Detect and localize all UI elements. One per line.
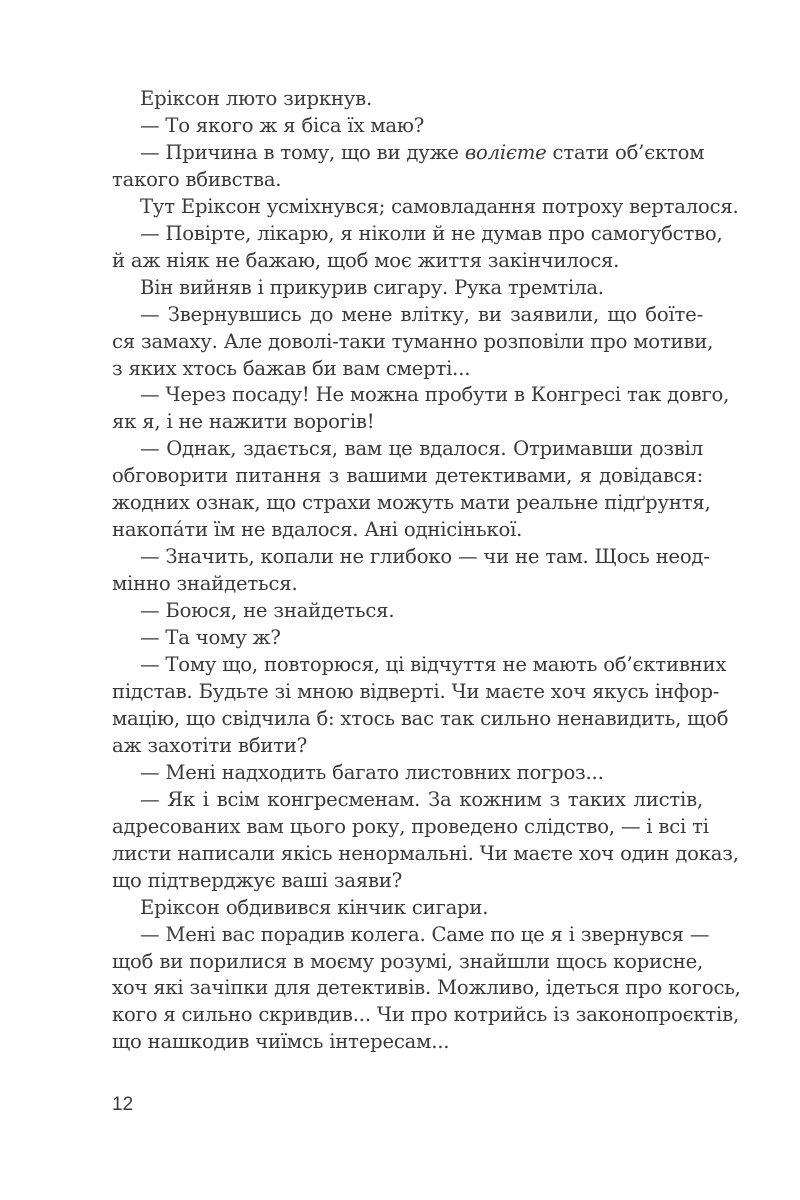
text-line [112, 895, 703, 922]
text-segment: Еріксон обдивився кінчик сигари. [140, 895, 489, 919]
paragraph [112, 140, 703, 194]
text-segment: накопáти їм не вдалося. Ані однісінької. [112, 518, 523, 542]
paragraph [112, 895, 703, 922]
text-segment: — Повірте, лікарю, я ніколи й не думав про самогубство, [140, 221, 723, 245]
body-text [112, 86, 741, 1056]
text-segment: — Через посаду! Не можна пробути в Конгресі так довго, [140, 383, 730, 407]
text-segment: — То якого ж я біса їх маю? [140, 113, 425, 137]
text-segment: — Однак, здається, вам це вдалося. Отримавши дозвіл [140, 437, 703, 461]
text-segment: жодних ознак, що страхи можуть мати реальне підґрунтя, [112, 491, 711, 515]
text-line [112, 409, 703, 436]
text-line [112, 1002, 739, 1029]
text-line [112, 194, 739, 221]
text-line [112, 841, 739, 868]
text-segment: підстав. Будьте зі мною відверті. Чи маєте хоч якусь інфор- [112, 679, 720, 703]
text-segment: — Мені вас порадив колега. Саме по це я і звернувся — [140, 922, 710, 946]
text-line [112, 248, 703, 275]
text-segment: обговорити питання з вашими детективами, я довідався: [112, 464, 703, 488]
text-line [112, 302, 703, 329]
text-segment: що підтверджує ваші заяви? [112, 868, 403, 892]
text-segment: такого вбивства. [112, 167, 282, 191]
text-segment: — Боюся, не знайдеться. [140, 599, 395, 623]
text-line [112, 949, 703, 976]
text-segment: як я, і не нажити ворогів! [112, 410, 375, 434]
text-segment: Еріксон люто зиркнув. [140, 87, 372, 110]
text-line [112, 814, 709, 841]
text-segment: кого я сильно скривдив... Чи про котрийсь із законопроєктів, [112, 1003, 739, 1027]
text-line [112, 275, 703, 302]
paragraph [112, 382, 730, 436]
text-segment: Тут Еріксон усміхнувся; самовладання потроху верталося. [140, 194, 739, 218]
text-line [112, 140, 703, 167]
page-number: 12 [112, 1094, 134, 1115]
text-line [112, 706, 729, 733]
italic-emphasis: волієте [464, 140, 547, 164]
paragraph [112, 598, 703, 625]
text-line [112, 733, 703, 760]
paragraph [112, 922, 741, 1057]
paragraph [112, 86, 703, 113]
text-line [112, 787, 703, 814]
text-segment: ся замаху. Але доволі-таки туманно розповіли про мотиви, [112, 329, 714, 353]
text-segment: й аж ніяк не бажаю, щоб моє життя закінчилося. [112, 248, 620, 272]
text-line [112, 329, 714, 356]
text-line [112, 922, 710, 949]
text-line [112, 679, 720, 706]
text-segment: Він вийняв і прикурив сигару. Рука тремтіла. [140, 275, 604, 299]
paragraph [112, 302, 714, 383]
text-line [112, 167, 703, 194]
text-line [112, 436, 703, 463]
text-line [112, 571, 703, 598]
text-segment: — Значить, копали не глибоко — чи не там. Щось неод- [140, 545, 710, 569]
text-segment: — Причина в тому, що ви дуже [140, 140, 465, 164]
paragraph [112, 194, 739, 221]
paragraph [112, 436, 711, 544]
text-line [112, 113, 703, 140]
text-line [112, 356, 703, 383]
paragraph [112, 760, 703, 787]
text-segment: мінно знайдеться. [112, 572, 298, 596]
text-segment: з яких хтось бажав би вам смерті... [112, 356, 471, 380]
text-segment: хоч які зачіпки для детективів. Можливо, ідеться про когось, [112, 976, 741, 1000]
paragraph [112, 652, 729, 760]
text-segment: аж захотіти вбити? [112, 733, 308, 757]
text-segment: щоб ви порилися в моєму розумі, знайшли щось корисне, [112, 949, 703, 973]
text-segment: — Звернувшись до мене влітку, ви заявили, що боїте- [140, 302, 703, 326]
text-segment: — Мені надходить багато листовних погроз... [140, 760, 604, 784]
text-line [112, 382, 730, 409]
text-line [112, 517, 703, 544]
text-line [112, 544, 710, 571]
text-line [112, 86, 703, 113]
text-segment: — Тому що, повторюся, ці відчуття не мають об’єктивних [140, 653, 727, 677]
text-line [112, 652, 727, 679]
paragraph [112, 625, 703, 652]
paragraph [112, 221, 723, 275]
paragraph [112, 544, 710, 598]
text-line [112, 975, 741, 1002]
text-segment: мацію, що свідчила б: хтось вас так сильно ненавидить, щоб [112, 706, 729, 730]
text-line [112, 760, 703, 787]
text-segment: листи написали якісь ненормальні. Чи маєте хоч один доказ, [112, 841, 739, 865]
text-line [112, 490, 711, 517]
text-segment: — Та чому ж? [140, 626, 281, 650]
text-line [112, 463, 703, 490]
text-segment: стати об’єктом [546, 140, 705, 164]
text-line [112, 868, 703, 895]
text-line [112, 221, 723, 248]
paragraph [112, 275, 703, 302]
text-segment: — Як і всім конгресменам. За кожним з таких листів, [140, 787, 703, 811]
paragraph [112, 787, 739, 895]
text-segment: що нашкодив чиїмсь інтересам... [112, 1030, 450, 1054]
text-line [112, 625, 703, 652]
text-line [112, 1029, 703, 1056]
text-segment: адресованих вам цього року, проведено слідство, — і всі ті [112, 814, 709, 838]
paragraph [112, 113, 703, 140]
text-line [112, 598, 703, 625]
